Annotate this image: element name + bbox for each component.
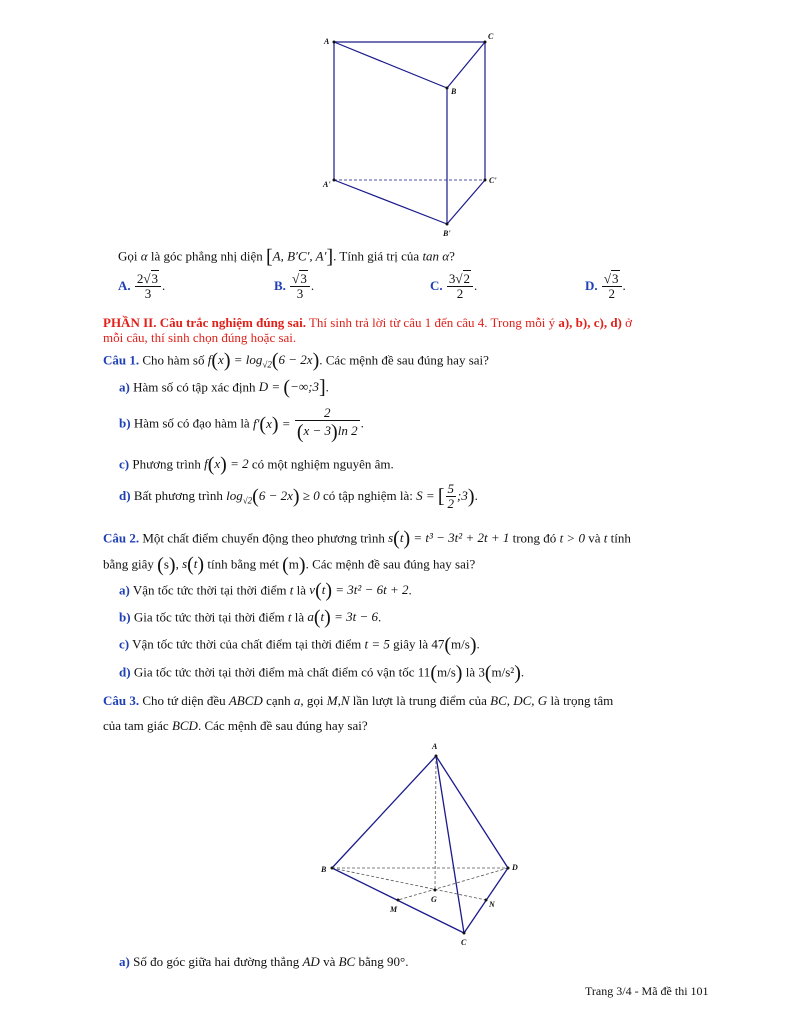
vertex-label-a: A — [432, 742, 438, 751]
vertex-label-c: C — [461, 938, 467, 947]
cau2-stem-line2: bằng giây (s), s(t) tính bằng mét (m). Các mệnh đề sau đúng hay sai? — [103, 554, 476, 576]
point-label-n: N — [489, 900, 495, 909]
point-label-g: G — [431, 895, 437, 904]
cau2-d[interactable]: d) Gia tốc tức thời tại thời điểm mà chất điểm có vận tốc 11(m/s) là 3(m/s²). — [119, 662, 525, 684]
cau1-c[interactable]: c) Phương trình f(x) = 2 có một nghiệm nguyên âm. — [119, 454, 394, 476]
cau3-a[interactable]: a) Số đo góc giữa hai đường thẳng AD và BC bằng 90°. — [119, 954, 409, 969]
vertex-label-c-prime: C' — [489, 176, 497, 185]
cau1-b[interactable]: b) Hàm số có đạo hàm là f′(x) = $\frac{2}{(x - 3)\ln 2}$ . — [119, 405, 364, 444]
vertex-label-d: D — [512, 863, 518, 872]
cau2-stem: Câu 2. Một chất điểm chuyển động theo phương trình s(t) = t³ − 3t² + 2t + 1 trong đó t > 0 và t tính — [103, 528, 631, 550]
answer-b[interactable]: B. $\frac{√3}{3}$ . — [274, 271, 315, 302]
cau1-d[interactable]: d) Bất phương trình $\log_{√2}(6 - 2x) \ge 0$ có tập nghiệm là: S = [ $\frac{5}{2}$ ;3). — [119, 481, 478, 512]
answer-a[interactable]: A. $\frac{2√3}{3}$ . — [118, 271, 166, 302]
point-label-m: M — [390, 905, 398, 914]
cau1-a[interactable]: a) Hàm số có tập xác định D = (−∞;3]. — [119, 377, 329, 399]
cau1-stem: Câu 1. Cho hàm số $f(x) = \log_{√2}(6 - 2x)$. Các mệnh đề sau đúng hay sai? — [103, 350, 489, 372]
answer-c[interactable]: C. $\frac{3√2}{2}$ . — [430, 271, 478, 302]
vertex-label-b: B — [321, 865, 327, 874]
part2-heading-line2: mỗi câu, thí sinh chọn đúng hoặc sai. — [103, 330, 297, 345]
page-footer: Trang 3/4 - Mã đề thi 101 — [585, 984, 709, 998]
vertex-label-b: B — [451, 87, 457, 96]
cau3-stem: Câu 3. Cho tứ diện đều ABCD cạnh a, gọi M,N lần lượt là trung điểm của BC, DC, G là trọng tâm — [103, 693, 614, 708]
answer-d[interactable]: D. $\frac{√3}{2}$ . — [585, 271, 626, 302]
cau2-a[interactable]: a) Vận tốc tức thời tại thời điểm t là v(t) = 3t² − 6t + 2. — [119, 580, 412, 602]
vertex-label-b-prime: B' — [443, 229, 451, 238]
cau2-b[interactable]: b) Gia tốc tức thời tại thời điểm t là a(t) = 3t − 6. — [119, 607, 382, 629]
cau3-stem-line2: của tam giác BCD. Các mệnh đề sau đúng hay sai? — [103, 718, 368, 733]
cau2-c[interactable]: c) Vận tốc tức thời của chất điểm tại thời điểm t = 5 giây là 47(m/s). — [119, 634, 480, 656]
vertex-label-a-prime: A' — [323, 180, 331, 189]
vertex-label-a: A — [324, 37, 330, 46]
part2-heading: PHẦN II. Câu trắc nghiệm đúng sai. Thí sinh trả lời từ câu 1 đến câu 4. Trong mỗi ý a), b), c), d) ở — [103, 315, 632, 330]
vertex-label-c: C — [488, 32, 494, 41]
question-stem: Gọi α là góc phẳng nhị diện [A, B′C′, A′]. Tính giá trị của tan α? — [118, 246, 455, 268]
